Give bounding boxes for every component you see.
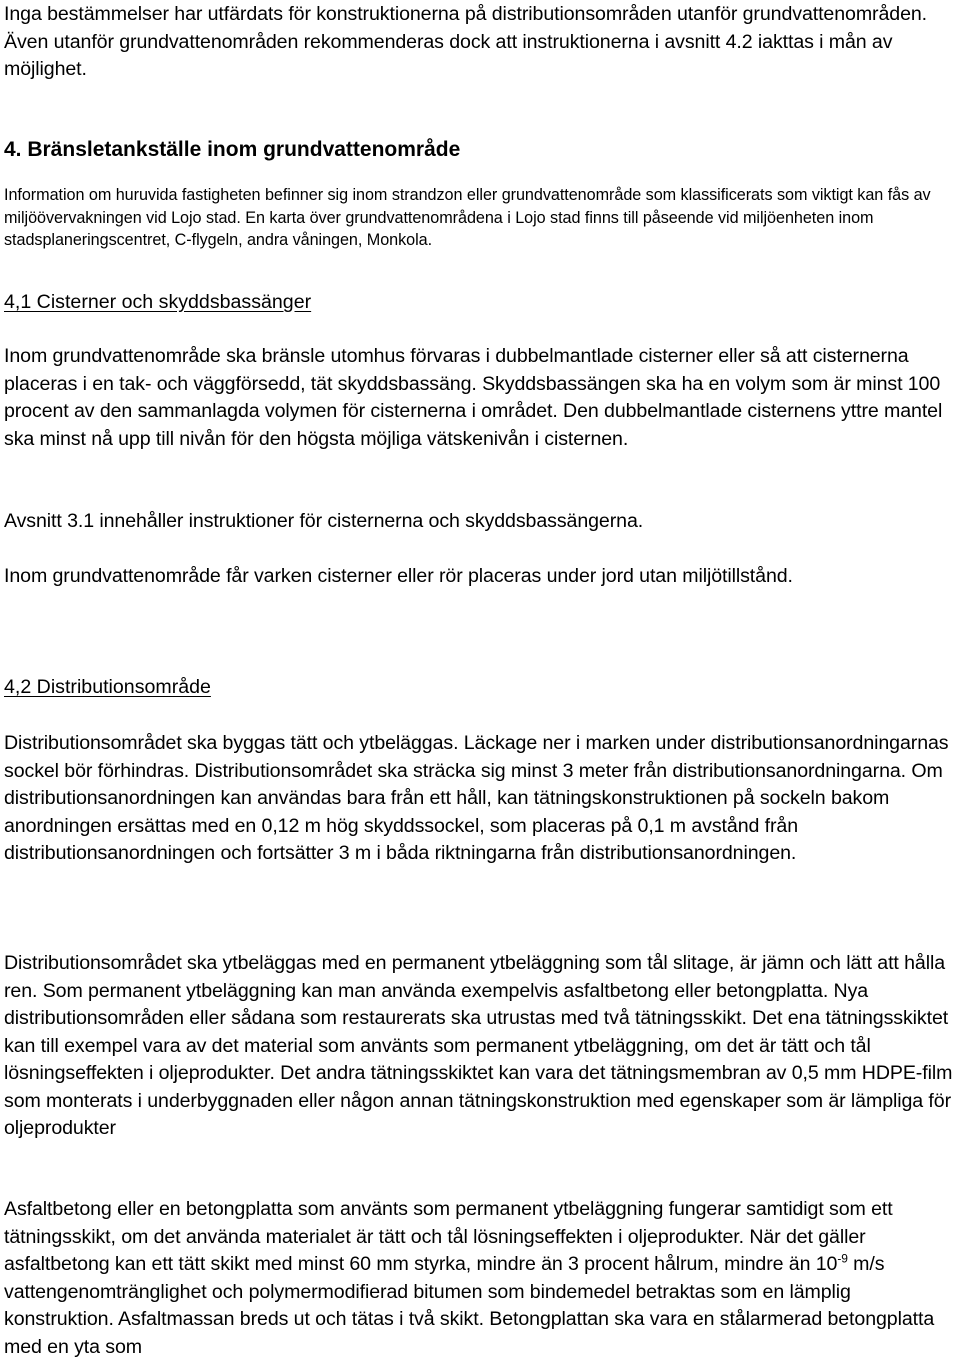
section-4-1-heading: 4,1 Cisterner och skyddsbassänger xyxy=(4,291,312,313)
section-4-heading: 4. Bränsletankställe inom grundvattenområde xyxy=(4,138,461,161)
intro-paragraph: Inga bestämmelser har utfärdats för konstruktionerna på distributionsområden utanför grundvattenområden. Även utanför grundvattenområden rekommenderas dock att instruktionerna i avsnitt 4.2 iakttas i mån av möjlighet. xyxy=(4,3,928,80)
section-4-2-paragraph-3 xyxy=(4,1196,956,1361)
section-4-2-paragraph-1: Distributionsområdet ska byggas tätt och ytbeläggas. Läckage ner i marken under distributionsanordningarnas sockel bör förhindras. Distributionsområdet ska sträcka sig minst 3 meter från distributionsanordningarna. Om distributionsanordningen kan användas bara från ett håll, kan tätningskonstruktionen på sockeln bakom anordningen ersättas med en 0,12 m hög skyddssockel, som placeras på 0,1 m avstånd från distributionsanordningen och fortsätter 3 m i båda riktningarna från distributionsanordningen. xyxy=(4,732,949,864)
section-4-1-paragraph-3: Inom grundvattenområde får varken cisterner eller rör placeras under jord utan miljötillstånd. xyxy=(4,565,793,587)
section-4-2-paragraph-2: Distributionsområdet ska ytbeläggas med en permanent ytbeläggning som tål slitage, är jämn och lätt att hålla ren. Som permanent ytbeläggning kan man använda exempelvis asfaltbetong eller betongplatta. Nya distributionsområden eller sådana som restaurerats ska utrustas med två tätningsskikt. Det ena tätningsskiktet kan till exempel vara av det material som använts som permanent ytbeläggning, om det är tätt och tål lösningseffekten i oljeprodukter. Det andra tätningsskiktet kan vara det tätningsmembran av 0,5 mm HDPE-film som monterats i underbyggnaden eller någon annan tätningskonstruktion med egenskaper som är lämpliga för oljeprodukter xyxy=(4,952,953,1139)
section-4-2-heading: 4,2 Distributionsområde xyxy=(4,676,211,698)
paragraph-text-before-exponent: Asfaltbetong eller en betongplatta som använts som permanent ytbeläggning fungerar samtidigt som ett tätningsskikt, om det använda materialet är tätt och tål lösningseffekten i oljeprodukter. När det gäller asfaltbetong kan ett tätt skikt med minst 60 mm styrka, mindre än 3 procent hålrum, mindre än 10 xyxy=(4,1198,893,1275)
section-4-1-paragraph-2: Avsnitt 3.1 innehåller instruktioner för cisternerna och skyddsbassängerna. xyxy=(4,510,644,532)
section-4-1-paragraph-1: Inom grundvattenområde ska bränsle utomhus förvaras i dubbelmantlade cisterner eller så att cisternerna placeras i en tak- och väggförsedd, tät skyddsbassäng. Skyddsbassängen ska ha en volym som är minst 100 procent av den sammanlagda volymen för cisternerna i området. Den dubbelmantlade cisternens yttre mantel ska minst nå upp till nivån för den högsta möjliga vätskenivån i cisternen. xyxy=(4,345,943,450)
exponent: -9 xyxy=(837,1251,848,1266)
section-4-info-paragraph: Information om huruvida fastigheten befinner sig inom strandzon eller grundvattenområde som klassificerats som viktigt kan fås av miljöövervakningen vid Lojo stad. En karta över grundvattenområdena i Lojo stad finns till påseende vid miljöenheten inom stadsplaneringscentret, C-flygeln, andra våningen, Monkola. xyxy=(4,186,931,249)
paragraph-text-after-exponent: m/s vattengenomtränglighet och polymermodifierad bitumen som bindemedel betraktas som en lämplig konstruktion. Asfaltmassan breds ut och tätas i två skikt. Betongplattan ska vara en stålarmerad betongplatta med en yta som xyxy=(4,1253,935,1358)
